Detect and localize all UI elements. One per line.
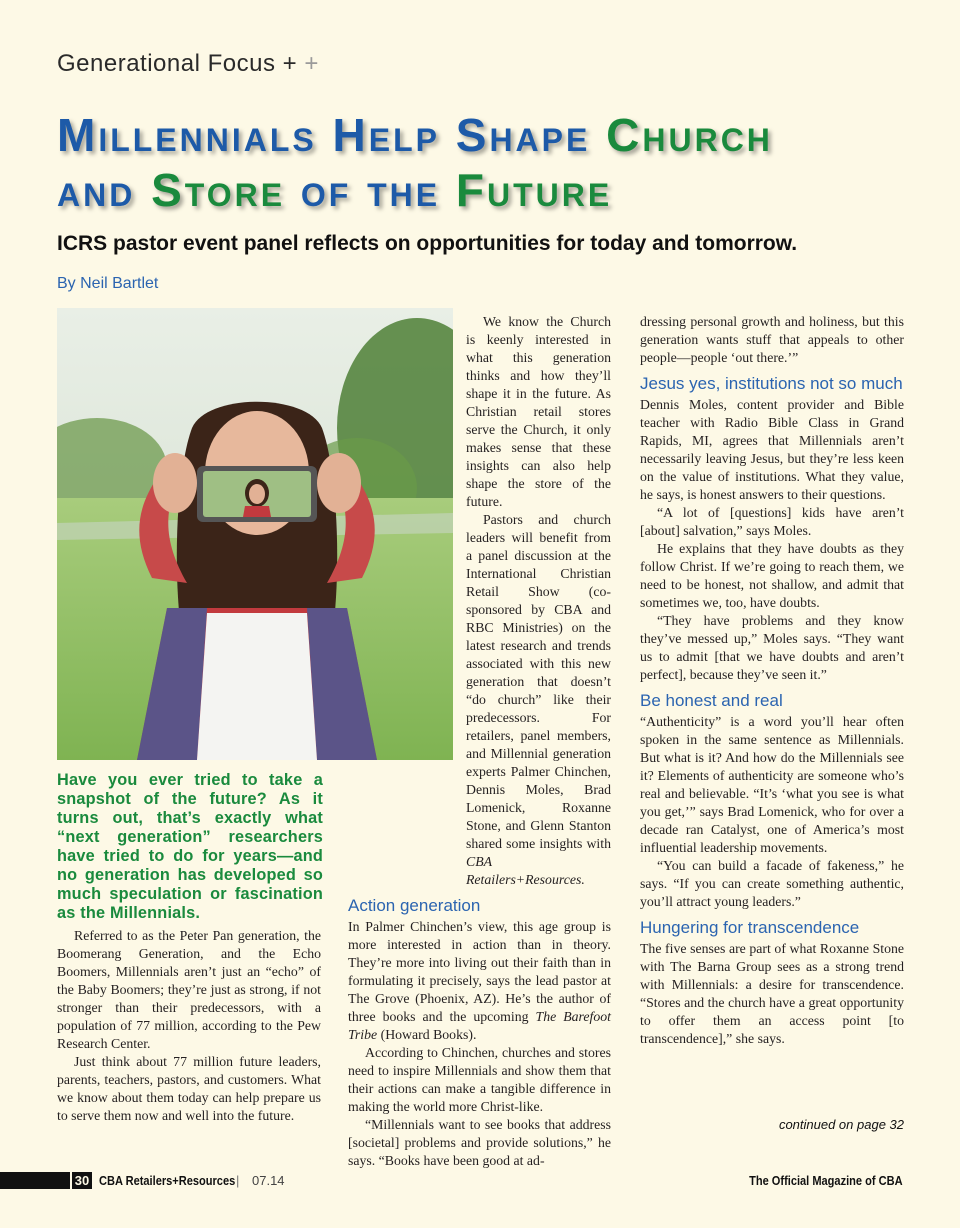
column-3-paragraph-8: The five senses are part of what Roxanne Stone with The Barna Group sees as a strong trend with Millennials: a desire for transcendence. “Stores and the church have a great opportunity to offer them an access point [to transcendence],” she says. bbox=[640, 941, 904, 1046]
byline: By Neil Bartlet bbox=[57, 275, 159, 292]
page-number: 30 bbox=[70, 1172, 92, 1189]
section-label-plus: + bbox=[304, 50, 319, 77]
headline-part-6: Future bbox=[455, 164, 613, 216]
column-2-magazine-name: CBA Retailers+Resources. bbox=[466, 854, 585, 887]
column-3-paragraph-4: He explains that they have doubts as they follow Christ. If we’re going to reach them, we need to be honest, not shallow, and admit that sometimes we, too, have doubts. bbox=[640, 541, 904, 610]
column-1-paragraph-2: Just think about 77 million future leaders, parents, teachers, pastors, and customers. What we know about them today can help prepare us to serve them now and well into the future. bbox=[57, 1054, 321, 1123]
footer-issue-date: 07.14 bbox=[252, 1173, 285, 1188]
column-3-paragraph-6: “Authenticity” is a word you’ll hear often spoken in the same sentence as Millennials. But what is it? And how do the Millennials see it? Elements of authenticity are someone who’s real and believable. “It’s ‘what you see is what you get,’” says Brad Lomenick, who for over a decade ran Catalyst, one of America’s most influential leadership movements. bbox=[640, 714, 904, 855]
column-2-paragraph-3 bbox=[348, 918, 611, 1044]
column-2-book-title: The Barefoot Tribe bbox=[348, 1009, 612, 1042]
heading-action-generation: Action generation bbox=[348, 896, 481, 915]
headline bbox=[57, 108, 927, 218]
column-2-paragraph-5: “Millennials want to see books that address [societal] problems and provide solutions,” he says. “Books have been good at ad- bbox=[348, 1117, 611, 1168]
footer-tagline: The Official Magazine of CBA bbox=[749, 1173, 903, 1188]
pull-quote: Have you ever tried to take a snapshot of the future? As it turns out, that’s exactly what “next generation” researchers have tried to do for years—and no generation has developed so much speculation or fascination as the Millennials. bbox=[57, 771, 323, 922]
column-1 bbox=[57, 927, 321, 1125]
headline-part-5: of the bbox=[285, 164, 456, 216]
continued-note: continued on page 32 bbox=[778, 1117, 904, 1132]
column-3-paragraph-5: “They have problems and they know they’ve messed up,” Moles says. “They want us to admit [that we have doubts and aren’t perfect], because they’ve seen it.” bbox=[640, 613, 904, 682]
footer-bar bbox=[0, 1172, 70, 1189]
column-3-paragraph-1: dressing personal growth and holiness, but this generation wants stuff that appeals to other people—people ‘out there.’” bbox=[640, 314, 904, 365]
heading-hungering: Hungering for transcendence bbox=[640, 918, 860, 937]
column-2-paragraph-2-wrap bbox=[466, 511, 611, 889]
headline-part-4: Store bbox=[151, 164, 286, 216]
section-label-text: Generational Focus + bbox=[57, 50, 298, 77]
footer-magazine-name: CBA Retailers+Resources bbox=[99, 1173, 236, 1188]
column-2-paragraph-2: Pastors and church leaders will benefit from a panel discussion at the International Christian Retail Show (co-sponsored by CBA and RBC Ministries) on the latest research and trends associated with this new generation that doesn’t “do church” like their predecessors. For retailers, panel members, and Millennial generation experts Palmer Chinchen, Dennis Moles, Brad Lomenick, Roxanne Stone, and Glenn Stanton shared some insights with bbox=[466, 512, 611, 851]
column-3-paragraph-3: “A lot of [questions] kids have aren’t [about] salvation,” says Moles. bbox=[640, 505, 904, 538]
column-2-paragraph-4: According to Chinchen, churches and stores need to inspire Millennials and show them that their actions can make a tangible difference in making the world more Christ-like. bbox=[348, 1045, 611, 1114]
heading-be-honest: Be honest and real bbox=[640, 691, 783, 710]
headline-part-3: and bbox=[57, 164, 152, 216]
column-3-paragraph-7: “You can build a facade of fakeness,” he says. “If you can create something authentic, you’ll attract young leaders.” bbox=[640, 858, 904, 909]
section-label bbox=[57, 50, 319, 78]
column-3 bbox=[640, 313, 904, 1048]
headline-part-2: Church bbox=[606, 109, 773, 161]
column-2-paragraph-1: We know the Church is keenly interested in what this generation thinks and how they’ll shape it in the future. As Christian retail stores serve the Church, it only makes sense that these insights can also help shape the store of the future. bbox=[466, 314, 611, 509]
column-1-paragraph-1: Referred to as the Peter Pan generation, the Boomerang Generation, and the Echo Boomers, Millennials aren’t just an “echo” of the Baby Boomers; they’re just as strong, if not stronger than their predecessors, with a population of 77 million, according to the Pew Research Center. bbox=[57, 928, 321, 1051]
column-2-paragraph-3-b: (Howard Books). bbox=[380, 1027, 477, 1042]
heading-jesus-yes: Jesus yes, institutions not so much bbox=[640, 374, 903, 393]
footer-separator: | bbox=[236, 1173, 240, 1188]
column-3-paragraph-2: Dennis Moles, content provider and Bible teacher with Radio Bible Class in Grand Rapids, MI, agrees that Millennials aren’t necessarily leaving Jesus, but they’re less keen on the value of institutions. What they value, he says, is honest answers to their questions. bbox=[640, 397, 904, 502]
column-2-narrow bbox=[466, 313, 611, 511]
subheadline: ICRS pastor event panel reflects on opportunities for today and tomorrow. bbox=[57, 232, 798, 255]
column-2-paragraph-3-a: In Palmer Chinchen’s view, this age group is more interested in action than in theory. They’re more into living out their faith than in formulating it precisely, says the lead pastor at The Grove (Phoenix, AZ). He’s the author of three books and the upcoming bbox=[348, 919, 611, 1024]
column-2-wide bbox=[348, 511, 611, 1170]
headline-part-1: Millennials Help Shape bbox=[57, 109, 607, 161]
